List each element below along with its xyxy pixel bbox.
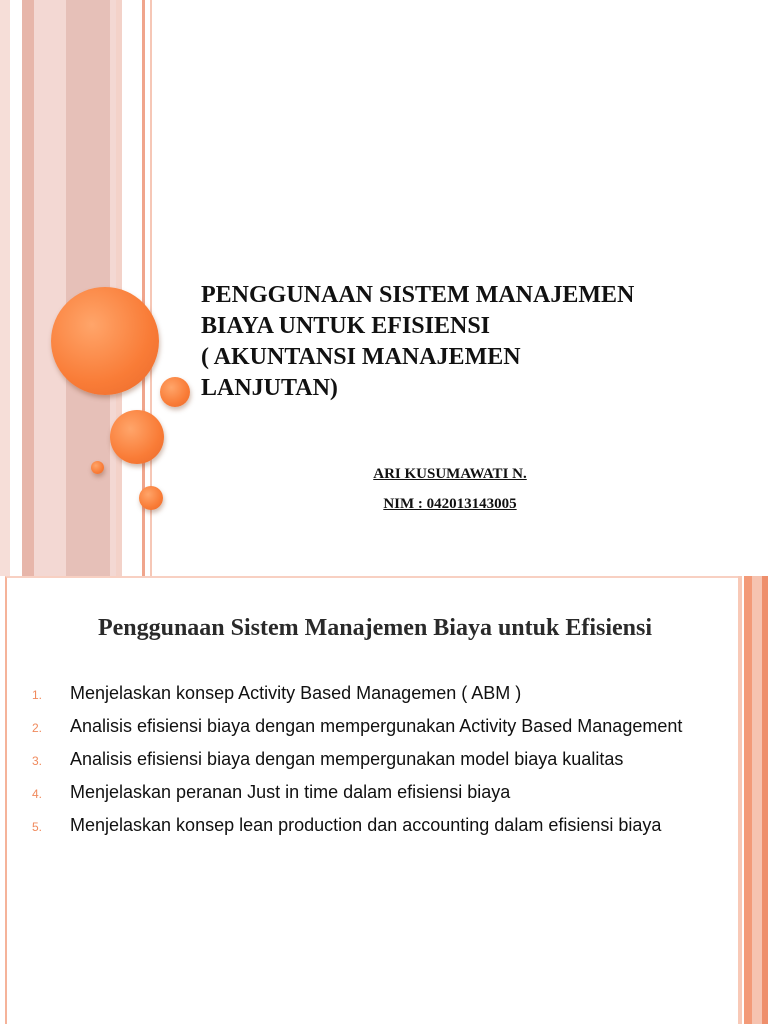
content-slide: [0, 576, 768, 1024]
title-line: LANJUTAN): [201, 375, 338, 401]
decorative-circle-medium: [110, 410, 164, 464]
list-item-text: Analisis efisiensi biaya dengan mempergunakan model biaya kualitas: [70, 749, 624, 769]
decorative-band: [744, 576, 752, 1024]
title-line: ( AKUNTANSI MANAJEMEN: [201, 344, 521, 370]
decorative-band: [738, 576, 742, 1024]
list-item: [32, 682, 710, 705]
slide-title: [201, 280, 721, 404]
list-item-text: Menjelaskan peranan Just in time dalam efisiensi biaya: [70, 782, 511, 802]
list-item: [32, 814, 710, 837]
slide-heading: Penggunaan Sistem Manajemen Biaya untuk Efisiensi: [97, 615, 653, 641]
title-line: BIAYA UNTUK EFISIENSI: [201, 313, 491, 339]
decorative-circle-tiny: [91, 461, 104, 474]
objectives-list: [32, 682, 710, 847]
decorative-circle-small: [139, 486, 163, 510]
author-name: ARI KUSUMAWATI N.: [373, 466, 527, 482]
list-item: [32, 715, 710, 738]
decorative-circle-large: [51, 287, 159, 395]
decorative-band: [22, 0, 34, 576]
list-item: [32, 748, 710, 771]
student-id: NIM : 042013143005: [383, 496, 517, 512]
decorative-band: [762, 576, 768, 1024]
list-number: 1.: [32, 688, 43, 702]
list-number: 2.: [32, 721, 43, 735]
list-item-text: Menjelaskan konsep Activity Based Managemen ( ABM ): [70, 683, 522, 703]
title-line: PENGGUNAAN SISTEM MANAJEMEN: [201, 282, 635, 308]
list-number: 5.: [32, 820, 43, 834]
decorative-band: [0, 0, 10, 576]
list-item: [32, 781, 710, 804]
list-item-text: Analisis efisiensi biaya dengan mempergunakan Activity Based Management: [70, 716, 683, 736]
decorative-circle-small: [160, 377, 190, 407]
list-item-text: Menjelaskan konsep lean production dan accounting dalam efisiensi biaya: [70, 815, 662, 835]
list-number: 3.: [32, 754, 43, 768]
list-number: 4.: [32, 787, 43, 801]
